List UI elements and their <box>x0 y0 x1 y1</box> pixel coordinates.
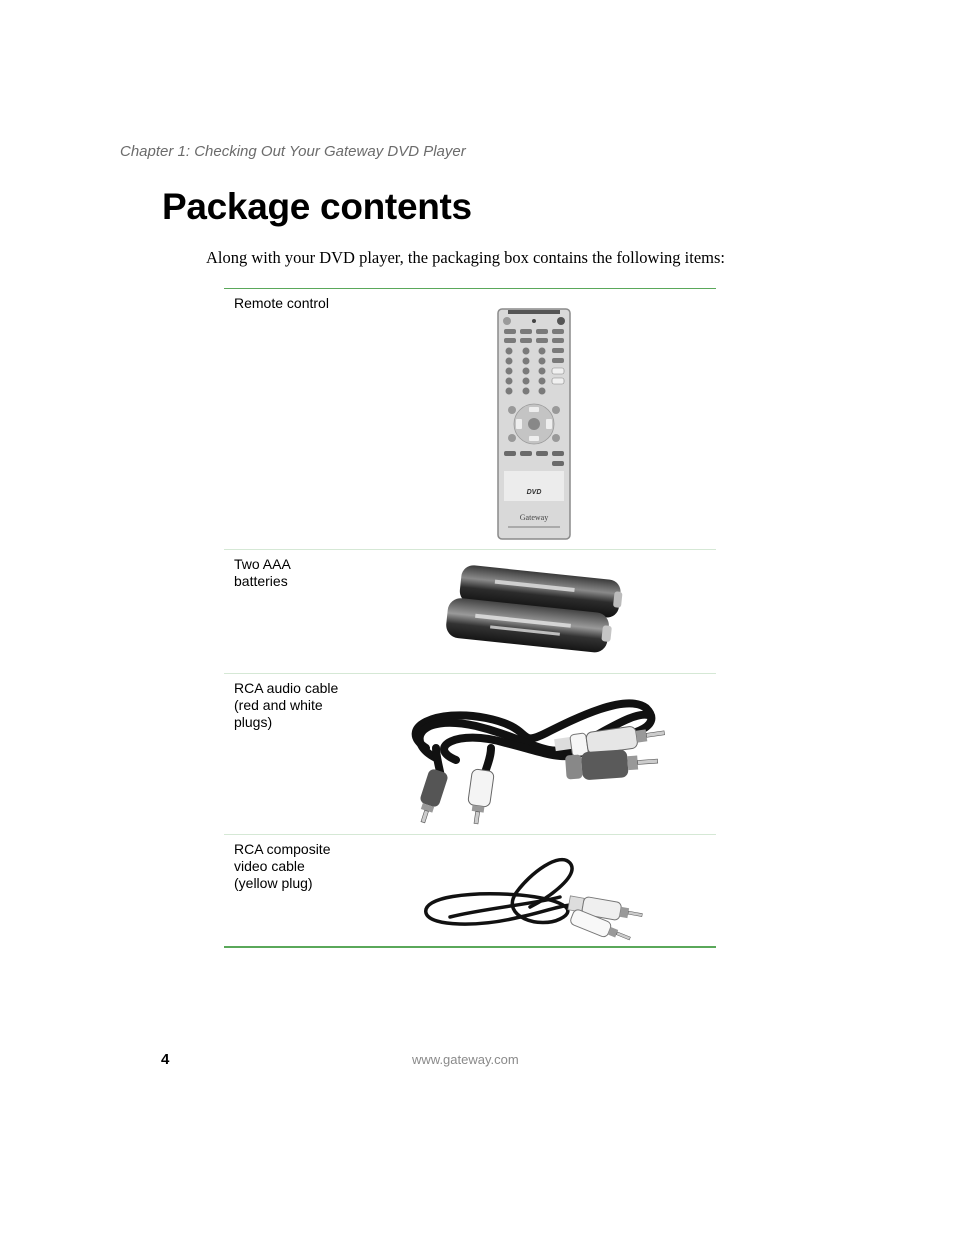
item-label-line: batteries <box>234 573 288 589</box>
table-row <box>224 549 716 673</box>
table-row <box>224 834 716 946</box>
item-label-line: RCA composite <box>234 841 331 857</box>
item-label <box>234 556 354 590</box>
svg-text:Gateway: Gateway <box>519 513 549 522</box>
aaa-batteries-image <box>432 564 638 660</box>
item-label-line: RCA audio cable <box>234 680 339 696</box>
intro-paragraph: Along with your DVD player, the packaging box contains the following items: <box>206 248 725 267</box>
rca-audio-cable-image <box>396 688 674 826</box>
package-contents-table <box>224 288 716 948</box>
item-label-line: Remote control <box>234 295 329 311</box>
item-label-line: video cable <box>234 858 305 874</box>
item-label-line: (yellow plug) <box>234 875 313 891</box>
table-row <box>224 289 716 549</box>
chapter-header: Chapter 1: Checking Out Your Gateway DVD Player <box>120 143 466 160</box>
table-row <box>224 673 716 834</box>
item-label-line: (red and white <box>234 697 323 713</box>
footer-url: www.gateway.com <box>412 1052 519 1067</box>
svg-text:DVD: DVD <box>526 489 542 496</box>
item-label <box>234 680 354 731</box>
item-label-line: Two AAA <box>234 556 291 572</box>
item-label <box>234 841 354 892</box>
item-label <box>234 295 354 312</box>
page-number: 4 <box>161 1051 170 1068</box>
item-label-line: plugs) <box>234 714 273 730</box>
page-title: Package contents <box>162 186 472 227</box>
remote-control-image <box>496 307 572 541</box>
rca-video-cable-image <box>420 847 646 941</box>
